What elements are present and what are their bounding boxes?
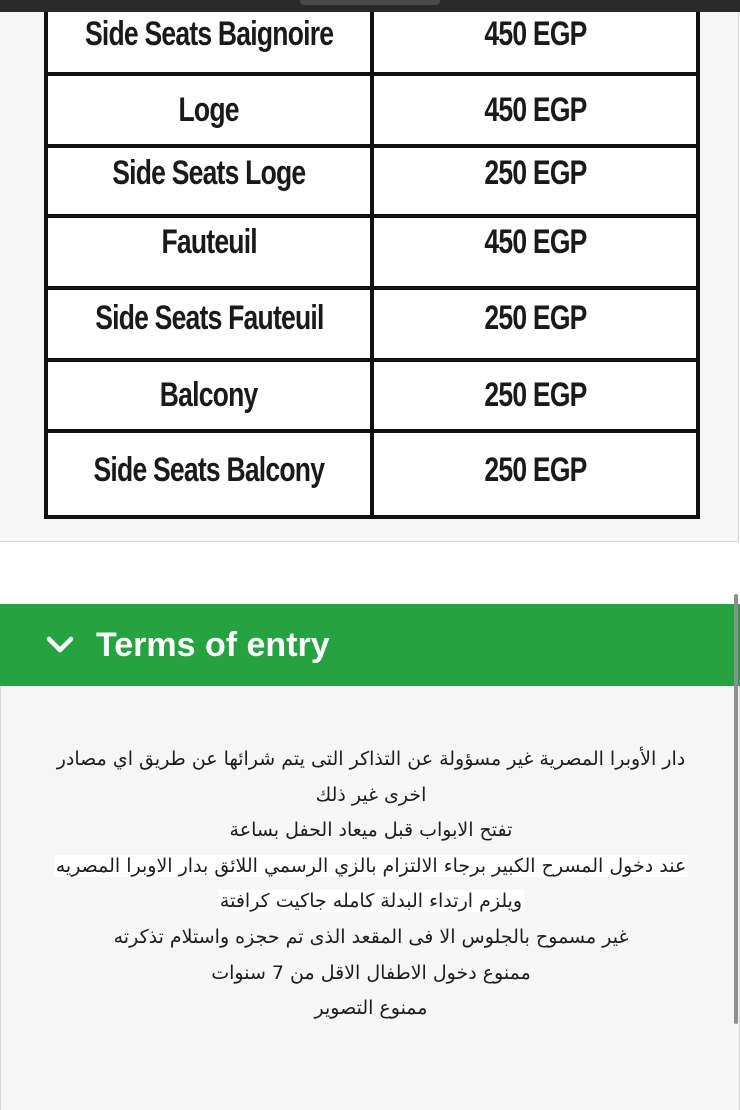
seat-price-cell: 450 EGP (372, 74, 698, 146)
top-bar-remnant (0, 0, 740, 12)
terms-of-entry-title[interactable]: Terms of entry (96, 625, 330, 664)
terms-line: تفتح الابواب قبل ميعاد الحفل بساعة (229, 819, 513, 842)
terms-line: اخرى غير ذلك (315, 783, 427, 806)
seat-type-cell: Side Seats Fauteuil (46, 288, 372, 360)
terms-line: ممنوع دخول الاطفال الاقل من 7 سنوات (211, 961, 531, 984)
page-scrollbar[interactable] (734, 594, 738, 1024)
table-row (46, 74, 698, 146)
terms-line: دار الأوبرا المصرية غير مسؤولة عن التذاكر التى يتم شرائها عن طريق اي مصادر (56, 748, 686, 770)
seat-type-cell: Side Seats Baignoire (46, 12, 372, 74)
seat-type-cell: Balcony (46, 360, 372, 431)
terms-line (1, 849, 740, 885)
terms-line (1, 884, 740, 920)
chevron-down-icon[interactable] (43, 628, 77, 662)
terms-line: غير مسموح بالجلوس الا فى المقعد الذى تم حجزه واستلام تذكرته (113, 925, 629, 948)
seat-price-cell: 450 EGP (372, 12, 698, 74)
table-row (46, 12, 698, 74)
seat-price-cell: 250 EGP (372, 360, 698, 431)
top-bar-notch (300, 0, 440, 5)
ticket-price-image (0, 12, 739, 542)
table-row (46, 431, 698, 517)
terms-line: ممنوع التصوير (314, 997, 428, 1020)
table-row (46, 216, 698, 288)
seat-price-cell: 250 EGP (372, 146, 698, 216)
seat-price-cell: 250 EGP (372, 431, 698, 517)
table-row (46, 288, 698, 360)
seat-type-cell: Side Seats Loge (46, 146, 372, 216)
terms-line-text: ويلزم ارتداء البدلة كامله جاكيت كرافتة (219, 890, 523, 913)
ticket-price-table (44, 12, 700, 519)
table-row (46, 146, 698, 216)
terms-text (1, 742, 740, 1027)
table-row (46, 360, 698, 431)
seat-type-cell: Fauteuil (46, 216, 372, 288)
seat-type-cell: Side Seats Balcony (46, 431, 372, 517)
terms-of-entry-content (0, 686, 740, 1110)
seat-type-cell: Loge (46, 74, 372, 146)
seat-price-cell: 450 EGP (372, 216, 698, 288)
terms-line-text: عند دخول المسرح الكبير برجاء الالتزام بالزي الرسمي اللائق بدار الاوبرا المصريه (55, 854, 687, 877)
terms-of-entry-toggle[interactable] (0, 604, 740, 686)
seat-price-cell: 250 EGP (372, 288, 698, 360)
